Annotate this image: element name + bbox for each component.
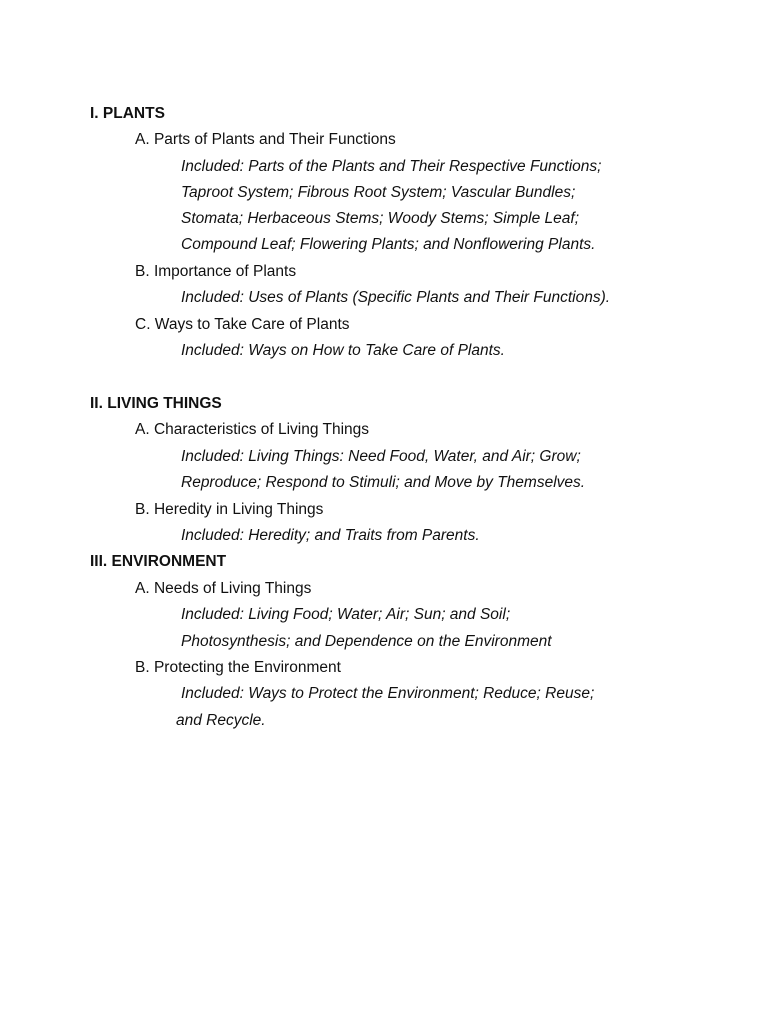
included-line: Compound Leaf; Flowering Plants; and Nonflowering Plants. bbox=[181, 236, 596, 253]
included-line: and Recycle. bbox=[176, 712, 266, 729]
included-line: Included: Parts of the Plants and Their Respective Functions; bbox=[181, 158, 602, 175]
subsection-title-needs: A. Needs of Living Things bbox=[135, 580, 312, 597]
included-line: Included: Living Food; Water; Air; Sun; and Soil; bbox=[181, 606, 511, 623]
included-line: Included: Heredity; and Traits from Parents. bbox=[181, 527, 480, 544]
subsection-title-protecting: B. Protecting the Environment bbox=[135, 659, 341, 676]
section-heading-living-things: II. LIVING THINGS bbox=[90, 395, 222, 412]
included-line: Photosynthesis; and Dependence on the Environment bbox=[181, 633, 552, 650]
included-line: Included: Ways to Protect the Environment; Reduce; Reuse; bbox=[181, 685, 595, 702]
subsection-title-characteristics: A. Characteristics of Living Things bbox=[135, 421, 370, 438]
included-line: Stomata; Herbaceous Stems; Woody Stems; Simple Leaf; bbox=[181, 210, 580, 227]
subsection-title-importance-of-plants: B. Importance of Plants bbox=[135, 263, 297, 280]
subsection-title-care-of-plants: C. Ways to Take Care of Plants bbox=[135, 316, 350, 333]
included-line: Taproot System; Fibrous Root System; Vascular Bundles; bbox=[181, 184, 576, 201]
included-line: Included: Ways on How to Take Care of Plants. bbox=[181, 342, 505, 359]
section-heading-environment: III. ENVIRONMENT bbox=[90, 553, 227, 570]
subsection-title-heredity: B. Heredity in Living Things bbox=[135, 501, 324, 518]
included-line: Reproduce; Respond to Stimuli; and Move by Themselves. bbox=[181, 474, 586, 491]
section-heading-plants: I. PLANTS bbox=[90, 105, 165, 122]
included-line: Included: Uses of Plants (Specific Plants and Their Functions). bbox=[181, 289, 611, 306]
included-line: Included: Living Things: Need Food, Water, and Air; Grow; bbox=[181, 448, 581, 465]
subsection-title-parts-of-plants: A. Parts of Plants and Their Functions bbox=[135, 131, 396, 148]
